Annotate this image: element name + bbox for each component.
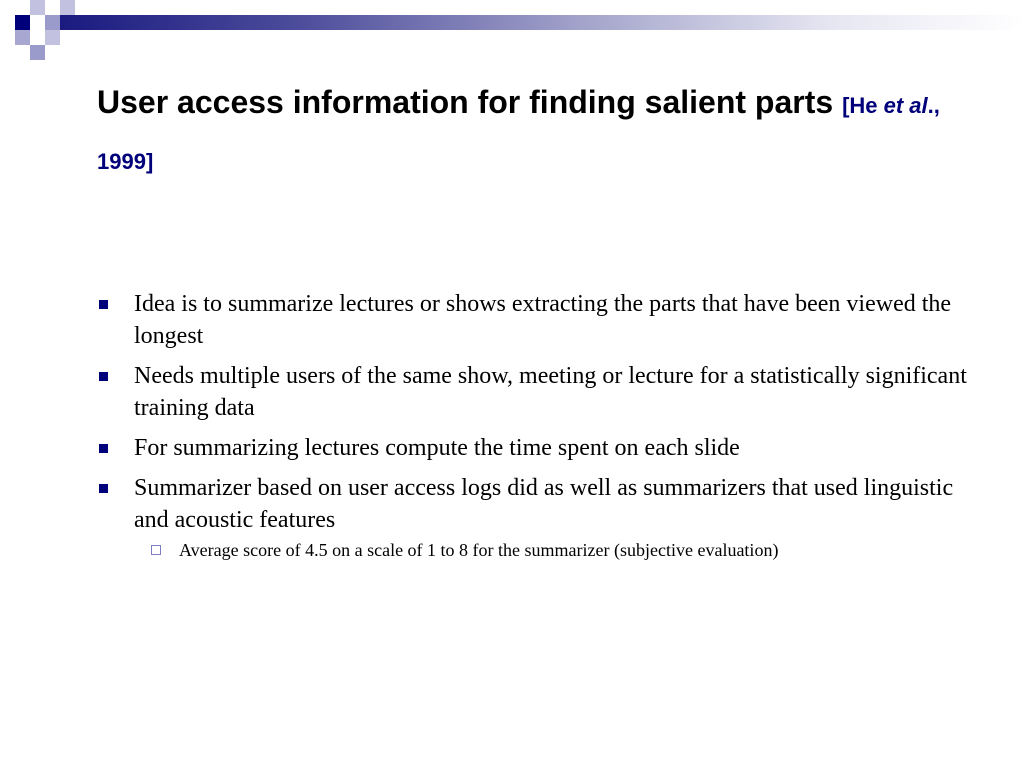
corner-square-icon: [30, 0, 45, 15]
hollow-square-bullet-icon: [151, 545, 161, 555]
bullet-item: [97, 472, 977, 536]
bullet-item: [97, 288, 977, 352]
square-bullet-icon: [99, 372, 108, 381]
citation-italic: et al: [883, 93, 928, 118]
bullet-text: Needs multiple users of the same show, meeting or lecture for a statistically significant training data: [134, 363, 967, 421]
bullet-item: [97, 432, 977, 464]
slide-title: [97, 76, 957, 188]
sub-bullet-text: Average score of 4.5 on a scale of 1 to 8 for the summarizer (subjective evaluation): [179, 540, 779, 560]
square-bullet-icon: [99, 444, 108, 453]
bullet-text: For summarizing lectures compute the time spent on each slide: [134, 435, 740, 461]
citation-close: ., 1999]: [97, 93, 940, 174]
slide-body: [97, 288, 977, 562]
bullet-item: [97, 360, 977, 424]
bullet-text: Idea is to summarize lectures or shows extracting the parts that have been viewed the longest: [134, 291, 952, 349]
header-gradient-bar: [60, 15, 1024, 30]
title-text: User access information for finding salient parts: [97, 84, 834, 120]
bullet-text: Summarizer based on user access logs did as well as summarizers that used linguistic and acoustic features: [134, 475, 954, 533]
sub-bullet-item: [97, 538, 977, 562]
corner-square-icon: [60, 0, 75, 15]
corner-square-icon: [15, 30, 30, 45]
corner-square-icon: [45, 15, 60, 30]
square-bullet-icon: [99, 484, 108, 493]
corner-square-icon: [15, 15, 30, 30]
square-bullet-icon: [99, 300, 108, 309]
citation-open: [He: [842, 93, 884, 118]
corner-square-icon: [45, 30, 60, 45]
corner-square-icon: [30, 45, 45, 60]
